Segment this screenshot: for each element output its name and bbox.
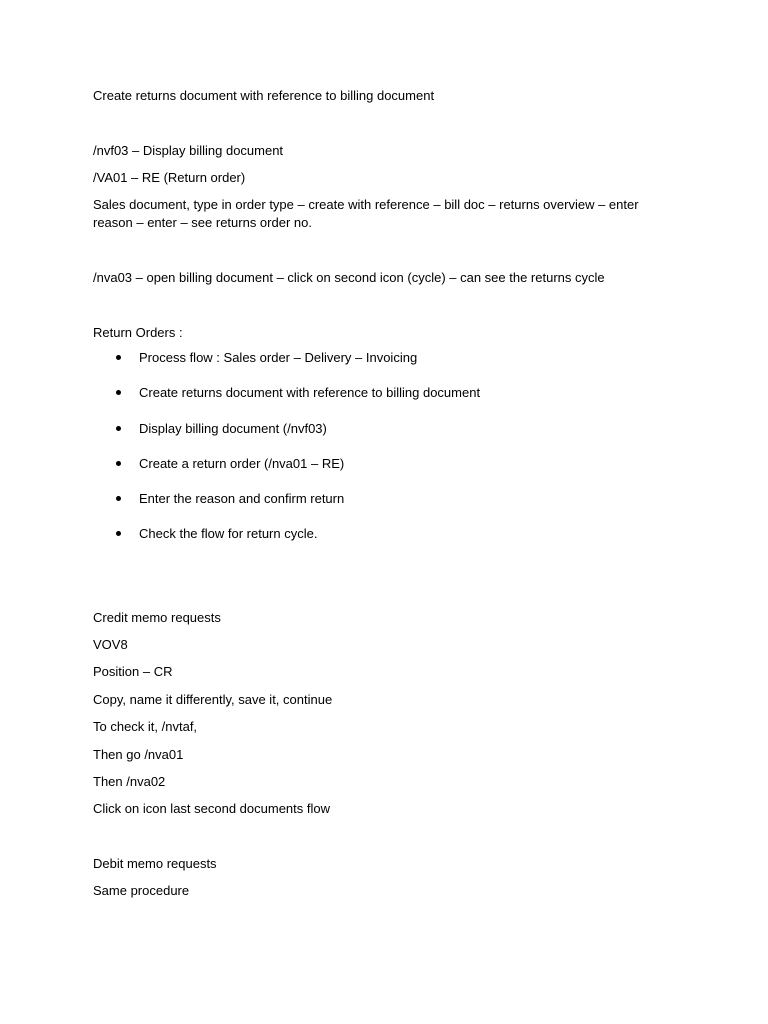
bullet-icon bbox=[116, 496, 121, 501]
text-line-same-procedure: Same procedure bbox=[93, 883, 190, 898]
list-item bbox=[93, 525, 653, 560]
text-line-nva01: Then go /nva01 bbox=[93, 747, 184, 762]
list-item-text: Display billing document (/nvf03) bbox=[139, 420, 327, 436]
list-item bbox=[93, 420, 653, 455]
text-line-nvf03: /nvf03 – Display billing document bbox=[93, 143, 284, 158]
list-item-text: Check the flow for return cycle. bbox=[139, 526, 318, 542]
debit-memo-heading: Debit memo requests bbox=[93, 856, 217, 871]
bullet-icon bbox=[116, 355, 121, 360]
return-orders-list bbox=[93, 349, 653, 561]
bullet-icon bbox=[116, 531, 121, 536]
text-line-sales-document: Sales document, type in order type – create with reference – bill doc – returns overview – enter reason – enter – see returns order no. bbox=[93, 197, 639, 230]
list-item bbox=[93, 490, 653, 525]
list-item bbox=[93, 384, 653, 419]
text-line-vov8: VOV8 bbox=[93, 637, 128, 652]
list-item bbox=[93, 349, 653, 384]
list-item-text: Create returns document with reference to billing document bbox=[139, 385, 481, 401]
text-line-nvtaf: To check it, /nvtaf, bbox=[93, 719, 198, 734]
text-line-va01: /VA01 – RE (Return order) bbox=[93, 170, 246, 185]
text-line-nva03: /nva03 – open billing document – click on second icon (cycle) – can see the returns cycle bbox=[93, 270, 605, 285]
document-heading: Create returns document with reference to billing document bbox=[93, 88, 435, 103]
list-item-text: Create a return order (/nva01 – RE) bbox=[139, 455, 345, 471]
text-line-position: Position – CR bbox=[93, 664, 173, 679]
text-line-nva02: Then /nva02 bbox=[93, 774, 166, 789]
bullet-icon bbox=[116, 461, 121, 466]
text-line-copy: Copy, name it differently, save it, continue bbox=[93, 692, 333, 707]
list-item bbox=[93, 455, 653, 490]
credit-memo-heading: Credit memo requests bbox=[93, 610, 221, 625]
list-item-text: Process flow : Sales order – Delivery – Invoicing bbox=[139, 350, 418, 365]
bullet-icon bbox=[116, 426, 121, 431]
list-item-text: Enter the reason and confirm return bbox=[139, 491, 345, 507]
bullet-icon bbox=[116, 390, 121, 395]
text-line-documents-flow: Click on icon last second documents flow bbox=[93, 801, 331, 816]
return-orders-label: Return Orders : bbox=[93, 325, 183, 340]
